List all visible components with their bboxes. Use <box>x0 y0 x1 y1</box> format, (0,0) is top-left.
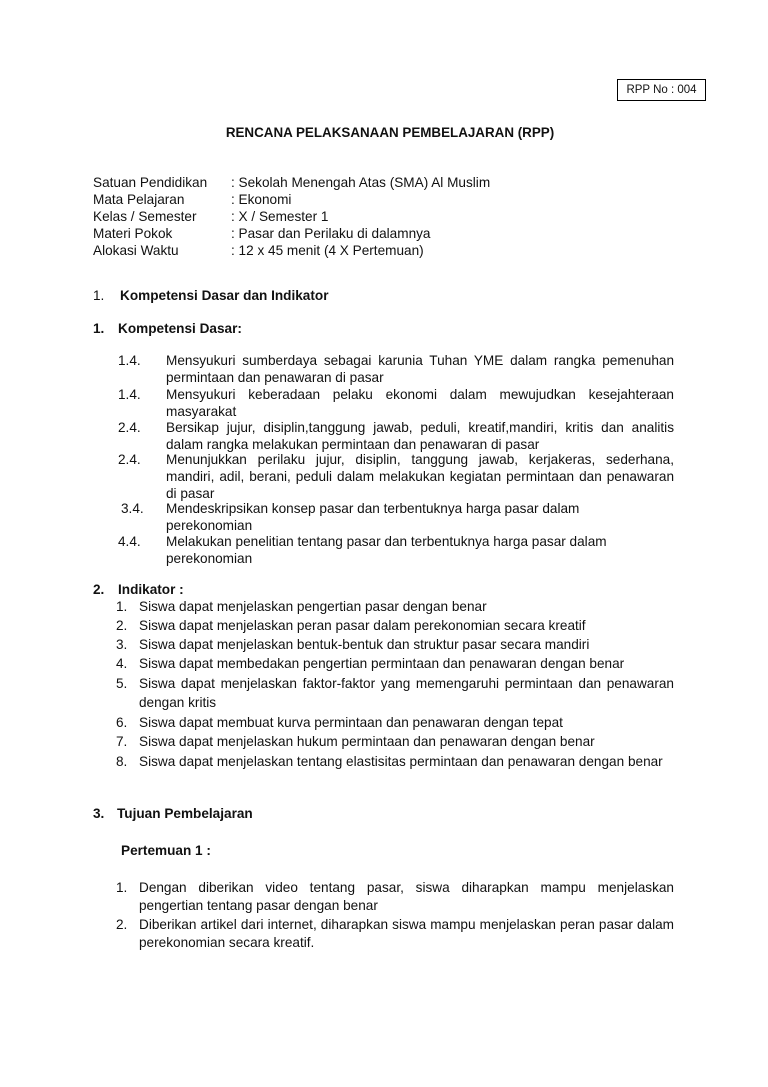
info-row <box>93 225 490 242</box>
section-3-heading: Tujuan Pembelajaran <box>117 806 253 821</box>
indicator-number: 3. <box>116 637 128 652</box>
section-1-heading: Kompetensi Dasar dan Indikator <box>120 288 329 303</box>
indicator-number: 5. <box>116 676 128 691</box>
competency-number: 3.4. <box>121 501 144 516</box>
competency-text: Mensyukuri keberadaan pelaku ekonomi dalam mewujudkan kesejahteraan masyarakat <box>166 387 674 419</box>
competency-item <box>118 451 674 502</box>
indicator-text: Siswa dapat membuat kurva permintaan dan penawaran dengan tepat <box>139 715 563 730</box>
competency-text: Mensyukuri sumberdaya sebagai karunia Tuhan YME dalam rangka pemenuhan permintaan dan penawaran di pasar <box>166 353 674 385</box>
competency-text: Menunjukkan perilaku jujur, disiplin, tanggung jawab, kerjakeras, sederhana, mandiri, adil, berani, peduli dalam melakukan kegiatan permintaan dan penawaran di pasar <box>166 452 674 501</box>
meeting-heading: Pertemuan 1 : <box>121 843 211 858</box>
indicator-item <box>116 636 674 653</box>
indicator-number: 1. <box>116 599 128 614</box>
indicator-list <box>116 598 674 773</box>
info-value: : Sekolah Menengah Atas (SMA) Al Muslim <box>231 175 491 190</box>
goal-item <box>116 879 674 915</box>
indicator-item <box>116 674 674 712</box>
indicator-text: Siswa dapat menjelaskan hukum permintaan dan penawaran dengan benar <box>139 734 595 749</box>
info-table <box>93 174 490 259</box>
indicator-number: 2. <box>116 618 128 633</box>
competency-item <box>118 352 674 386</box>
goal-number: 2. <box>116 917 128 932</box>
indicator-item <box>116 598 674 615</box>
indicator-item <box>116 752 674 771</box>
info-value: : Pasar dan Perilaku di dalamnya <box>231 226 431 241</box>
indicator-number: 8. <box>116 754 128 769</box>
section-1a-heading: Kompetensi Dasar: <box>118 321 242 336</box>
indicator-number: 4. <box>116 656 128 671</box>
indicator-item <box>116 714 674 731</box>
competency-item <box>118 500 638 534</box>
info-value: : Ekonomi <box>231 192 292 207</box>
info-value: : 12 x 45 menit (4 X Pertemuan) <box>231 243 424 258</box>
indicator-text: Siswa dapat membedakan pengertian permintaan dan penawaran dengan benar <box>139 656 625 671</box>
indicator-text: Siswa dapat menjelaskan peran pasar dalam perekonomian secara kreatif <box>139 618 586 633</box>
competency-text: Melakukan penelitian tentang pasar dan terbentuknya harga pasar dalam perekonomian <box>166 534 607 566</box>
section-1a-number: 1. <box>93 321 105 336</box>
indicator-text: Siswa dapat menjelaskan bentuk-bentuk dan struktur pasar secara mandiri <box>139 637 590 652</box>
info-value: : X / Semester 1 <box>231 209 329 224</box>
competency-item <box>118 419 674 453</box>
competency-text: Mendeskripsikan konsep pasar dan terbentuknya harga pasar dalam perekonomian <box>166 501 580 533</box>
info-row <box>93 208 490 225</box>
info-label: Satuan Pendidikan <box>93 175 208 190</box>
info-label: Materi Pokok <box>93 226 173 241</box>
competency-item <box>118 533 638 567</box>
section-3-number: 3. <box>93 806 105 821</box>
indicator-item <box>116 655 674 672</box>
indicator-number: 7. <box>116 734 128 749</box>
goal-text: Diberikan artikel dari internet, diharapkan siswa mampu menjelaskan peran pasar dalam perekonomian secara kreatif. <box>139 917 674 950</box>
competency-number: 1.4. <box>118 353 141 368</box>
rpp-number-box: RPP No : 004 <box>617 79 706 101</box>
competency-item <box>118 386 674 420</box>
info-label: Alokasi Waktu <box>93 243 179 258</box>
competency-text: Bersikap jujur, disiplin,tanggung jawab, peduli, kreatif,mandiri, kritis dan analitis dalam rangka melakukan permintaan dan penawaran di pasar <box>166 420 674 452</box>
info-label: Mata Pelajaran <box>93 192 185 207</box>
indicator-item <box>116 617 674 634</box>
competency-number: 2.4. <box>118 420 141 435</box>
info-row <box>93 191 490 208</box>
goal-text: Dengan diberikan video tentang pasar, siswa diharapkan mampu menjelaskan pengertian tentang pasar dengan benar <box>139 880 674 913</box>
indicator-text: Siswa dapat menjelaskan pengertian pasar dengan benar <box>139 599 487 614</box>
indicator-number: 6. <box>116 715 128 730</box>
indicator-text: Siswa dapat menjelaskan tentang elastisitas permintaan dan penawaran dengan benar <box>139 754 663 769</box>
document-title: RENCANA PELAKSANAAN PEMBELAJARAN (RPP) <box>225 125 555 140</box>
competency-number: 2.4. <box>118 452 141 467</box>
info-row <box>93 242 490 259</box>
info-row <box>93 174 490 191</box>
goal-list <box>116 879 674 954</box>
section-1-number: 1. <box>93 288 105 303</box>
info-label: Kelas / Semester <box>93 209 197 224</box>
goal-number: 1. <box>116 880 128 895</box>
indicator-text: Siswa dapat menjelaskan faktor-faktor yang memengaruhi permintaan dan penawaran dengan kritis <box>139 676 674 710</box>
section-2-heading: Indikator : <box>118 582 184 597</box>
competency-number: 1.4. <box>118 387 141 402</box>
section-2-number: 2. <box>93 582 105 597</box>
indicator-item <box>116 733 674 750</box>
goal-item <box>116 916 674 952</box>
competency-number: 4.4. <box>118 534 141 549</box>
